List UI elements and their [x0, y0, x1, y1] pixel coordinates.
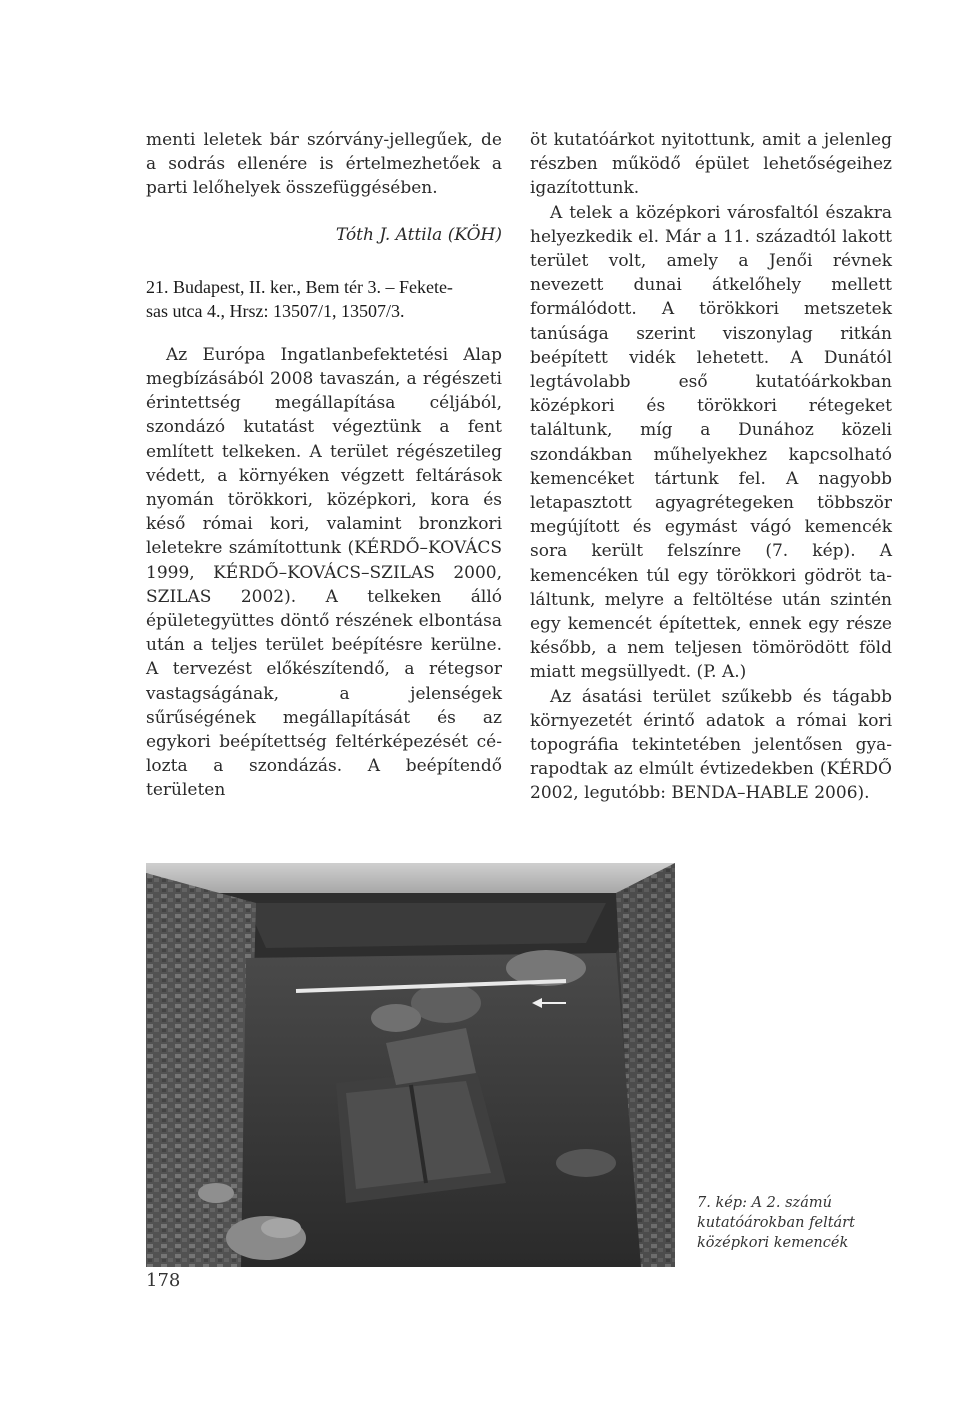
- photo-caption: [697, 1193, 877, 1253]
- body-paragraph: Az Európa Ingatlanbefektetési Alap megbízásából 2008 tavaszán, a régészeti érintettség megállapítása céljából, szondázó kutatást végeztünk a fent említett telkeken. A terület régészetileg védett, a környéken végzett feltárások nyomán törökkori, középkori, kora és késő római kori, valamint bronzkori leletekre számítottunk (KÉRDŐ–KOVÁCS 1999, KÉRDŐ–KOVÁCS–SZILAS 2000, SZILAS 2002). A telkeken álló épületegyüttes döntő részének elbontása után a teljes terület beépítésre kerülne. A tervezést előkészítendő, a rétegsor vastagságának, a jelenségek sűrűségének megállapítását és az egykori beépítettség feltérképezését célozta a szondázás. A beépítendő területen: [146, 344, 502, 801]
- caption-line-3: középkori kemencék: [697, 1235, 849, 1251]
- intro-paragraph: menti leletek bár szórvány-jellegűek, de a sodrás ellenére is értelmezhetőek a parti lelőhelyek összefüggésében.: [146, 130, 502, 199]
- section-heading: [146, 275, 502, 323]
- section-heading-line-1: 21. Budapest, II. ker., Bem tér 3. – Fekete-: [146, 276, 453, 297]
- left-column: [146, 128, 502, 803]
- author-signature: Tóth J. Attila (KÖH): [335, 224, 502, 245]
- right-column: [530, 128, 892, 806]
- right-paragraph-1: öt kutatóárkot nyitottunk, amit a jelenleg részben működő épület lehetőségeihez igazítottunk.: [530, 130, 892, 199]
- section-heading-line-2: sas utca 4., Hrsz: 13507/1, 13507/3.: [146, 300, 405, 321]
- page-number: 178: [146, 1270, 181, 1291]
- right-paragraph-2: A telek a középkori városfaltól északra helyezkedik el. Már a 11. századtól lakott terület volt, amely a Jenői révnek nevezett dunai átkelőhely mellett formálódott. A törökkori metszetek tanúsága szerint viszonylag ritkán beépített vidék lehetett. A Dunától legtávolabb eső kutatóárkokban középkori és törökkori rétegeket találtunk, míg a Dunához közeli szondákban műhelyekhez kapcsolható kemencéket tártunk fel. A nagyobb letapasztott agyagrétegeken többször megújított és egymást vágó kemencék sora került felszínre (7. kép). A kemencéken túl egy törökkori gödröt találtunk, melyre a feltöltése után szintén egy kemencét építettek, ennek egy része később, a nem teljesen tömörödött föld miatt megsüllyedt. (P. A.): [530, 202, 892, 683]
- right-paragraph-3: Az ásatási terület szűkebb és tágabb környezetét érintő adatok a római kori topográfia tekintetében jelentősen gyarapodtak az elmúlt évtizedekben (KÉRDŐ 2002, legutóbb: BENDA–HABLE 2006).: [530, 686, 892, 804]
- caption-line-2: kutatóárokban feltárt: [697, 1215, 855, 1231]
- caption-line-1: 7. kép: A 2. számú: [697, 1195, 832, 1211]
- excavation-photo: [146, 863, 675, 1267]
